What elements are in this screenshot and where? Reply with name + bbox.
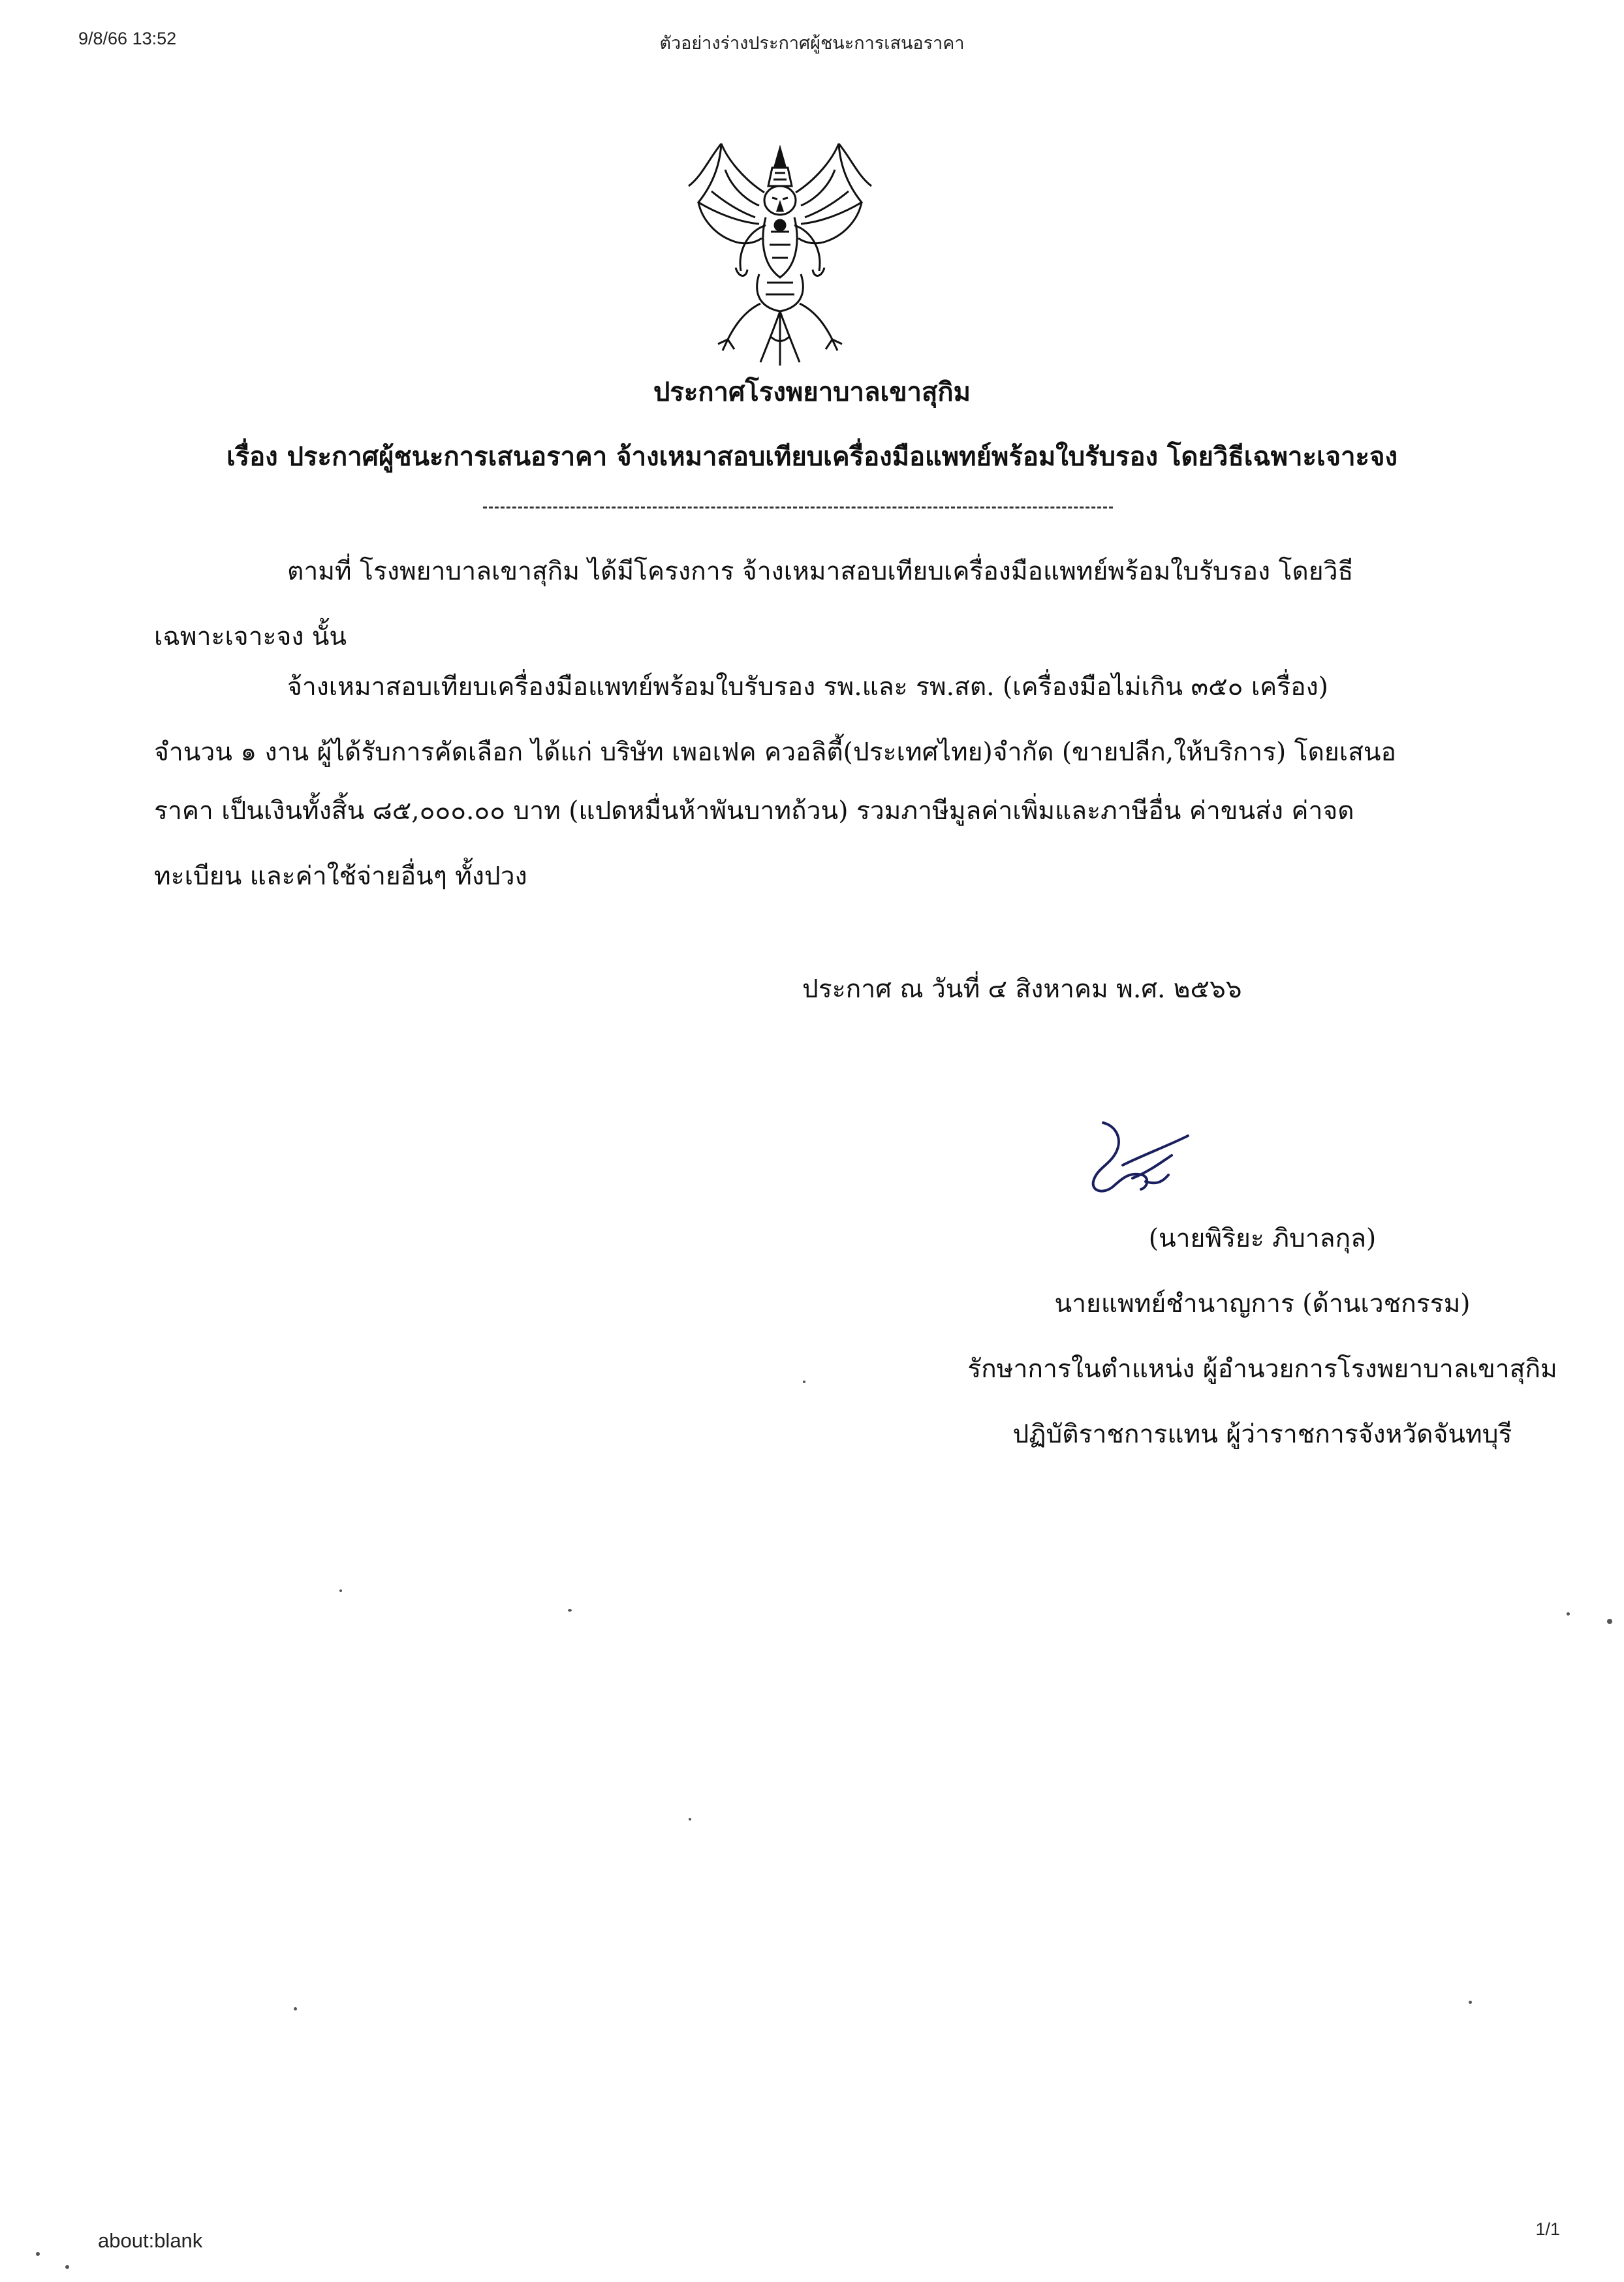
paragraph1-line2: เฉพาะเจาะจง นั้น [154, 622, 347, 651]
signatory-position: นายแพทย์ชำนาญการ (ด้านเวชกรรม) [1054, 1289, 1471, 1319]
scan-speck [803, 1381, 805, 1383]
paragraph1-line1: ตามที่ โรงพยาบาลเขาสุกิม ได้มีโครงการ จ้างเหมาสอบเทียบเครื่องมือแพทย์พร้อมใบรับรอง โดยวิธี [287, 557, 1354, 586]
print-datetime: 9/8/66 13:52 [78, 29, 177, 48]
announcement-subject: เรื่อง ประกาศผู้ชนะการเสนอราคา จ้างเหมาสอบเทียบเครื่องมือแพทย์พร้อมใบรับรอง โดยวิธีเฉพาะเจาะจง [226, 441, 1398, 472]
announcement-title: ประกาศโรงพยาบาลเขาสุกิม [653, 377, 971, 407]
print-page-title: ตัวอย่างร่างประกาศผู้ชนะการเสนอราคา [659, 33, 965, 53]
print-url: about:blank [98, 2229, 203, 2252]
garuda-emblem-icon [682, 140, 878, 369]
scan-speck [689, 1818, 691, 1821]
title-divider [483, 507, 1113, 508]
scan-speck [65, 2265, 69, 2269]
paragraph2-line2: จำนวน ๑ งาน ผู้ได้รับการคัดเลือก ได้แก่ บริษัท เพอเฟค ควอลิตี้(ประเทศไทย)จำกัด (ขายปลีก,ให้บริการ) โดยเสนอ [154, 738, 1396, 767]
scan-speck [339, 1589, 342, 1592]
signatory-name: (นายพิริยะ ภิบาลกุล) [1148, 1224, 1377, 1253]
paragraph2-line3: ราคา เป็นเงินทั้งสิ้น ๘๕,๐๐๐.๐๐ บาท (แปดหมื่นห้าพันบาทถ้วน) รวมภาษีมูลค่าเพิ่มและภาษีอื่น ค่าขนส่ง ค่าจด [154, 796, 1354, 826]
signature-icon [1084, 1110, 1195, 1208]
scan-speck [36, 2252, 40, 2256]
scan-speck [1607, 1619, 1612, 1624]
paragraph2-line1: จ้างเหมาสอบเทียบเครื่องมือแพทย์พร้อมใบรับรอง รพ.และ รพ.สต. (เครื่องมือไม่เกิน ๓๕๐ เครื่อง) [287, 672, 1328, 702]
print-page-count: 1/1 [1535, 2219, 1560, 2239]
scan-speck [568, 1609, 572, 1612]
scan-speck [294, 2007, 297, 2010]
signatory-acting: รักษาการในตำแหน่ง ผู้อำนวยการโรงพยาบาลเขาสุกิม [967, 1354, 1557, 1384]
signatory-on-behalf: ปฏิบัติราชการแทน ผู้ว่าราชการจังหวัดจันทบุรี [1012, 1420, 1512, 1449]
scan-speck [1567, 1612, 1570, 1616]
scan-speck [1469, 2001, 1472, 2004]
announcement-date: ประกาศ ณ วันที่ ๔ สิงหาคม พ.ศ. ๒๕๖๖ [802, 975, 1242, 1004]
paragraph2-line4: ทะเบียน และค่าใช้จ่ายอื่นๆ ทั้งปวง [154, 862, 527, 891]
